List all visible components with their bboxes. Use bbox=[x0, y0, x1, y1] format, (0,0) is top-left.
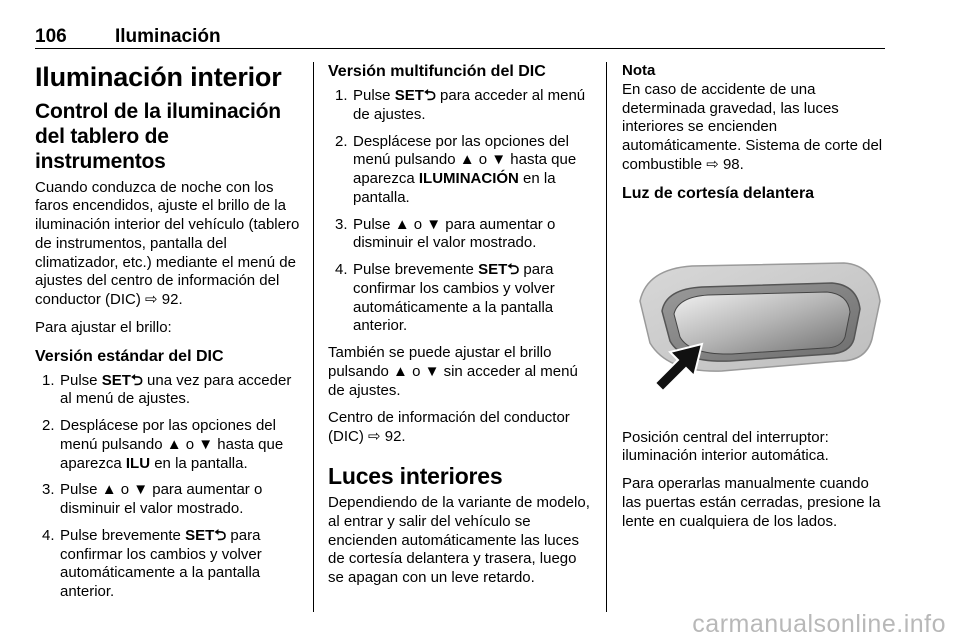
list-item: 1. Pulse SET⮌ una vez para acceder al menú de ajustes. bbox=[42, 371, 292, 408]
column-1 bbox=[35, 62, 300, 610]
section-heading: Iluminación interior bbox=[35, 62, 282, 92]
caption: Para operarlas manualmente cuando las puertas están cerradas, presione la lente en cualquiera de los lados. bbox=[622, 475, 881, 530]
caption: Posición central del interruptor: iluminación interior automática. bbox=[622, 428, 829, 465]
note-text: En caso de accidente de una determinada gravedad, las luces interiores se encienden automáticamente. Sistema de corte del combustible ⇨ 98. bbox=[622, 80, 883, 173]
list-item: 2. Desplácese por las opciones del menú pulsando ▲ o ▼ hasta que aparezca ILUMINACIÓN en la pantalla. bbox=[335, 132, 577, 206]
paragraph: También se puede ajustar el brillo pulsando ▲ o ▼ sin acceder al menú de ajustes. bbox=[328, 344, 578, 399]
page-header bbox=[35, 26, 885, 49]
list-item: 3. Pulse ▲ o ▼ para aumentar o disminuir el valor mostrado. bbox=[42, 481, 263, 518]
column-2 bbox=[328, 62, 593, 597]
step-list bbox=[35, 372, 300, 602]
paragraph: Centro de información del conductor (DIC) ⇨ 92. bbox=[328, 409, 570, 446]
column-divider bbox=[606, 62, 607, 612]
intro-paragraph: Cuando conduzca de noche con los faros encendidos, ajuste el brillo de la iluminación interior del vehículo (tablero de instrumentos, pantalla del climatizador, etc.) mediante el menú de ajustes del centro de información del conductor (DIC) ⇨ 92. bbox=[35, 178, 300, 309]
list-item: 1. Pulse SET⮌ para acceder al menú de ajustes. bbox=[335, 87, 586, 123]
list-item: 4. Pulse brevemente SET⮌ para confirmar los cambios y volver automáticamente a la pantalla anterior. bbox=[42, 526, 262, 601]
note-title: Nota bbox=[622, 62, 656, 79]
watermark: carmanualsonline.info bbox=[692, 610, 946, 638]
subsection-heading: Luz de cortesía delantera bbox=[622, 184, 815, 202]
version-heading: Versión multifunción del DIC bbox=[328, 63, 546, 80]
step-list bbox=[328, 87, 593, 336]
column-divider bbox=[313, 62, 314, 612]
adjust-label: Para ajustar el brillo: bbox=[35, 318, 172, 336]
subsection-heading: Control de la iluminación del tablero de instrumentos bbox=[35, 100, 281, 173]
list-item: 3. Pulse ▲ o ▼ para aumentar o disminuir el valor mostrado. bbox=[335, 215, 556, 252]
page-number: 106 bbox=[35, 26, 67, 47]
section-heading: Luces interiores bbox=[328, 462, 503, 489]
paragraph: Dependiendo de la variante de modelo, al entrar y salir del vehículo se encienden automáticamente las luces de cortesía delantera y trasera, luego se apagan con un leve retardo. bbox=[328, 494, 590, 587]
list-item: 4. Pulse brevemente SET⮌ para confirmar los cambios y volver automáticamente a la pantalla anterior. bbox=[335, 261, 555, 335]
version-heading: Versión estándar del DIC bbox=[35, 347, 224, 365]
column-3 bbox=[622, 62, 887, 540]
page-title: Iluminación bbox=[115, 26, 221, 47]
list-item: 2. Desplácese por las opciones del menú pulsando ▲ o ▼ hasta que aparezca ILU en la pantalla. bbox=[42, 417, 284, 472]
courtesy-light-illustration bbox=[622, 211, 884, 416]
